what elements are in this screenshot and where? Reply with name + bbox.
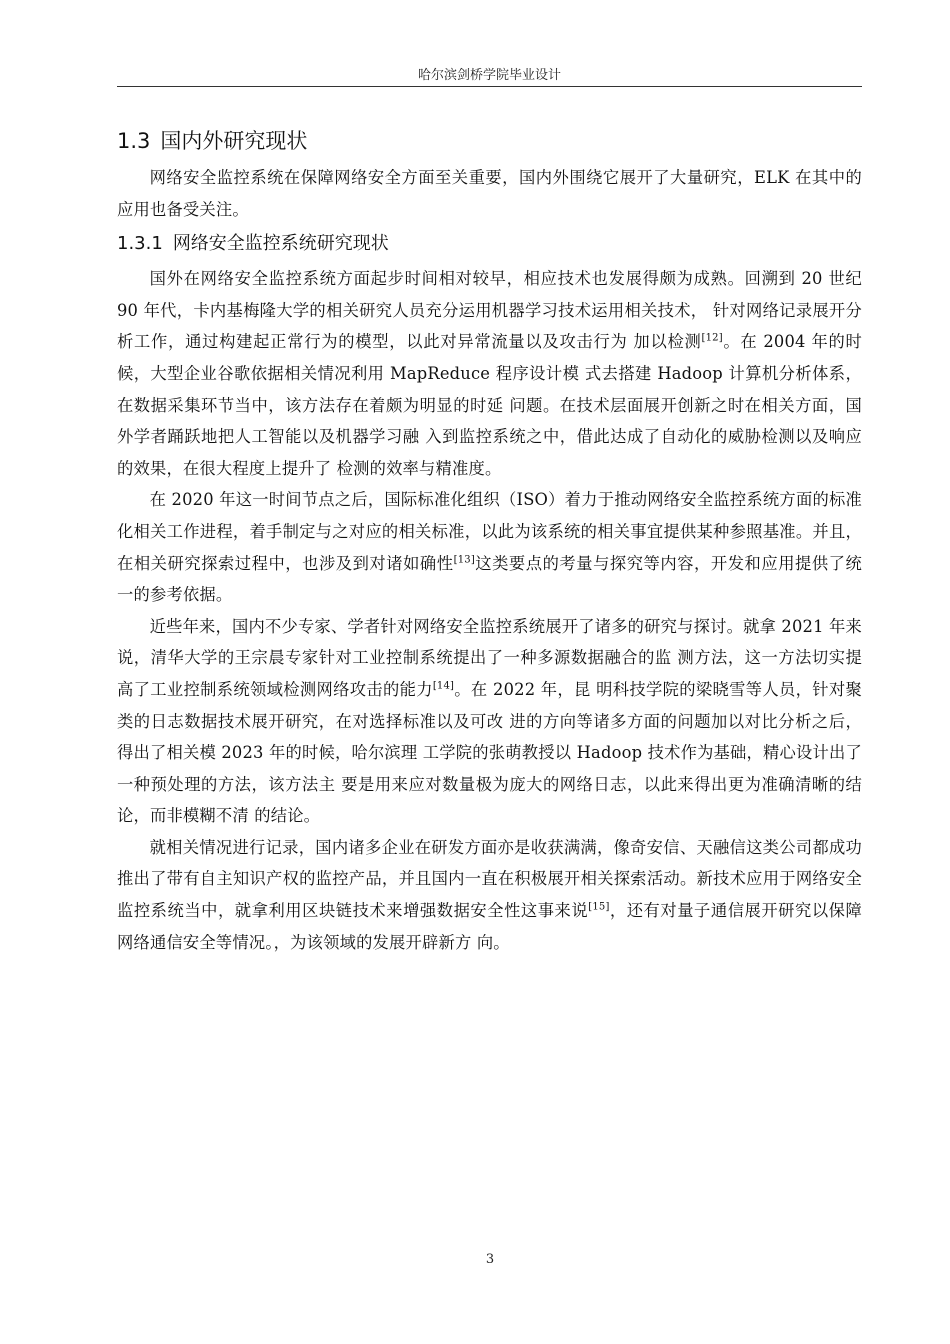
citation-15: [15] xyxy=(588,901,610,913)
subsection-number: 1.3.1 xyxy=(117,233,163,255)
paragraph-2 xyxy=(117,484,862,610)
paragraph-3-text-a: 近些年来，国内不少专家、学者针对网络安全监控系统展开了诸多的研究与探讨。就拿 2021 年来说，清华大学的王宗晨专家针对工业控制系统提出了一种多源数据融合的监 测方法，这一方法切实提高了工业控制系统领域检测网络攻击的能力 xyxy=(117,616,862,699)
paragraph-4-text-b: ，还有对量子通信展开研究以保障网络通信安全等情况。，为该领域的发展开辟新方 向。 xyxy=(117,901,862,952)
page-body xyxy=(117,124,862,958)
subsection-title: 网络安全监控系统研究现状 xyxy=(172,233,389,255)
citation-14: [14] xyxy=(432,680,455,692)
section-title: 国内外研究现状 xyxy=(160,129,308,153)
section-heading xyxy=(117,124,862,158)
paragraph-4-text-a: 就相关情况进行记录，国内诸多企业在研发方面亦是收获满满，像奇安信、天融信这类公司都成功推出了带有自主知识产权的监控产品，并且国内一直在积极展开相关探索活动。新技术应用于网络安全监控系统当中，就拿利用区块链技术来增强数据安全性这事来说 xyxy=(117,837,862,921)
paragraph-2-text-b: 这类要点的考量与探究等内容，开发和应用提供了统一的参考依据。 xyxy=(117,553,862,605)
paragraph-1 xyxy=(117,263,862,484)
paragraph-4 xyxy=(117,832,862,958)
header-rule xyxy=(117,86,862,87)
page-number: 3 xyxy=(485,1252,495,1267)
citation-13: [13] xyxy=(453,554,475,566)
section-number: 1.3 xyxy=(117,129,151,153)
paragraph-1-text-a: 国外在网络安全监控系统方面起步时间相对较早，相应技术也发展得颇为成熟。回溯到 20 世纪 90 年代，卡内基梅隆大学的相关研究人员充分运用机器学习技术运用相关技术， 针对网络记录展开分析工作，通过构建起正常行为的模型，以此对异常流量以及攻击行为 加以检测 xyxy=(117,269,862,352)
paragraph-2-text-a: 在 2020 年这一时间节点之后，国际标准化组织（ISO）着力于推动网络安全监控系统方面的标准化相关工作进程，着手制定与之对应的相关标准，以此为该系统的相关事宜提供某种参照基准。并且，在相关研究探索过程中，也涉及到对诸如确性 xyxy=(117,490,862,573)
paragraph-3-text-b: 。在 2022 年，昆 明科技学院的梁晓雪等人员，针对聚类的日志数据技术展开研究，在对选择标准以及可改 进的方向等诸多方面的问题加以对比分析之后，得出了相关模 2023 年的时候，哈尔滨理 工学院的张萌教授以 Hadoop 技术作为基础，精心设计出了一种预处理的方法，该方法主 要是用来应对数量极为庞大的网络日志，以此来得出更为准确清晰的结论，而非模糊不清 的结论。 xyxy=(117,679,862,826)
page-header: 哈尔滨剑桥学院毕业设计 xyxy=(417,68,561,83)
intro-paragraph: 网络安全监控系统在保障网络安全方面至关重要，国内外围绕它展开了大量研究，ELK 在其中的应用也备受关注。 xyxy=(117,168,862,219)
paragraph-3 xyxy=(117,611,862,832)
paragraph-1-text-b: 。在 2004 年的时候，大型企业谷歌依据相关情况利用 MapReduce 程序设计模 式去搭建 Hadoop 计算机分析体系，在数据采集环节当中，该方法存在着颇为明显的时延 问题。在技术层面展开创新之时在相关方面，国外学者踊跃地把人工智能以及机器学习融 入到监控系统之中，借此达成了自动化的威胁检测以及响应的效果，在很大程度上提升了 检测的效率与精准度。 xyxy=(117,332,862,478)
subsection-heading xyxy=(117,229,862,259)
citation-12: [12] xyxy=(701,332,723,344)
